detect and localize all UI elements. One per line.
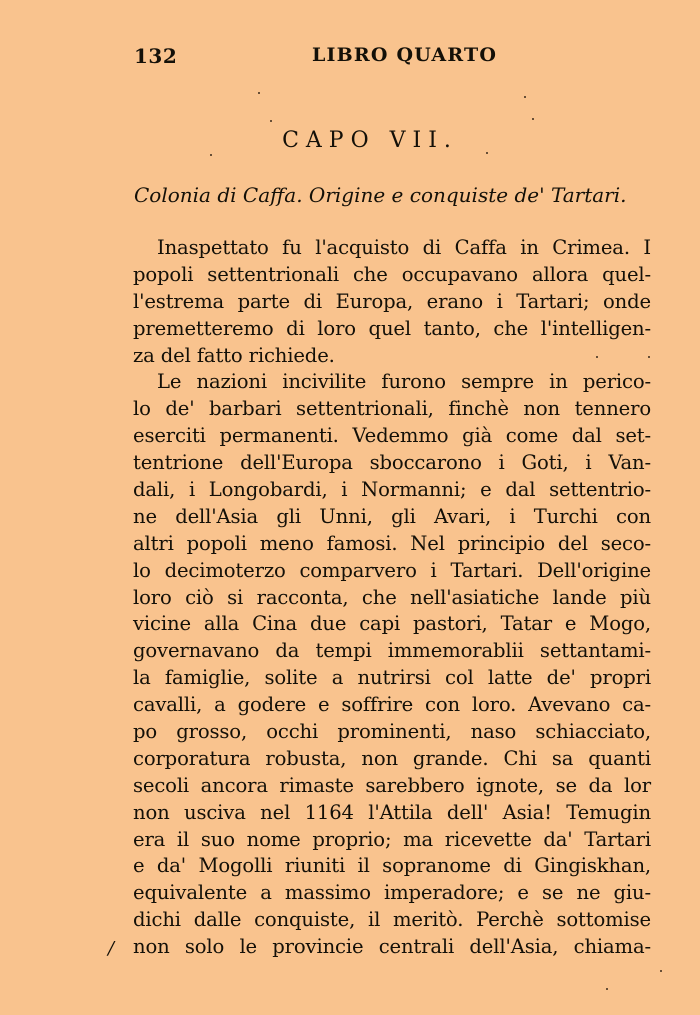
text-line: popoli settentrionali che occupavano allora quel-	[133, 262, 651, 286]
paper-speck	[270, 120, 272, 122]
paper-speck	[606, 988, 608, 990]
text-line: l'estrema parte di Europa, erano i Tartari; onde	[133, 289, 651, 313]
text-line: Inaspettato fu l'acquisto di Caffa in Crimea. I	[157, 236, 651, 259]
text-line: cavalli, a godere e soffrire con loro. Avevano ca-	[133, 693, 651, 717]
text-line: e da' Mogolli riuniti il sopranome di Gingiskhan,	[133, 854, 651, 878]
body-text	[133, 235, 651, 961]
text-line: non usciva nel 1164 l'Attila dell' Asia! Temugin	[133, 800, 651, 824]
paper-speck	[524, 96, 526, 98]
paper-speck	[596, 356, 598, 358]
text-line: premetteremo di loro quel tanto, che l'intelligen-	[133, 316, 651, 340]
text-line: non solo le provincie centrali dell'Asia, chiama-	[133, 935, 651, 959]
paper-speck	[660, 970, 662, 972]
paper-speck	[258, 92, 260, 94]
text-line: Le nazioni incivilite furono sempre in perico-	[157, 370, 651, 394]
text-line: lo de' barbari settentrionali, finchè non tennero	[133, 397, 651, 421]
text-line: era il suo nome proprio; ma ricevette da' Tartari	[133, 827, 651, 851]
text-line: vicine alla Cina due capi pastori, Tatar e Mogo,	[133, 612, 651, 636]
paragraph-1	[133, 235, 651, 369]
text-line: eserciti permanenti. Vedemmo già come dal set-	[133, 424, 651, 448]
text-line: dali, i Longobardi, i Normanni; e dal settentrio-	[133, 478, 651, 502]
text-line: loro ciò si racconta, che nell'asiatiche lande più	[133, 585, 651, 609]
text-line: secoli ancora rimaste sarebbero ignote, se da lor	[133, 773, 651, 797]
margin-mark: /	[108, 938, 115, 959]
chapter-subtitle: Colonia di Caffa. Origine e conquiste de' Tartari.	[134, 183, 627, 207]
text-line: governavano da tempi immemorablii settantami-	[133, 639, 651, 663]
text-line: altri popoli meno famosi. Nel principio del seco-	[133, 531, 651, 555]
text-line: tentrione dell'Europa sboccarono i Goti, i Van-	[133, 451, 651, 475]
paper-speck	[532, 118, 534, 120]
text-line: la famiglie, solite a nutrirsi col latte de' propri	[133, 666, 651, 690]
text-line: equivalente a massimo imperadore; e se ne giu-	[133, 881, 651, 905]
chapter-heading: CAPO VII.	[282, 128, 458, 153]
paragraph-2	[133, 369, 651, 961]
book-title: LIBRO QUARTO	[312, 44, 498, 66]
running-head	[134, 44, 648, 74]
text-line: dichi dalle conquiste, il meritò. Perchè sottomise	[133, 908, 651, 932]
page-number: 132	[134, 44, 178, 68]
text-line: corporatura robusta, non grande. Chi sa quanti	[133, 746, 651, 770]
text-line: lo decimoterzo comparvero i Tartari. Dell'origine	[133, 558, 651, 582]
text-line: za del fatto richiede.	[133, 343, 335, 367]
paper-speck	[210, 154, 212, 156]
paper-speck	[648, 356, 650, 358]
paper-speck	[486, 152, 488, 154]
text-line: ne dell'Asia gli Unni, gli Avari, i Turchi con	[133, 504, 651, 528]
text-line: po grosso, occhi prominenti, naso schiacciato,	[133, 720, 651, 744]
